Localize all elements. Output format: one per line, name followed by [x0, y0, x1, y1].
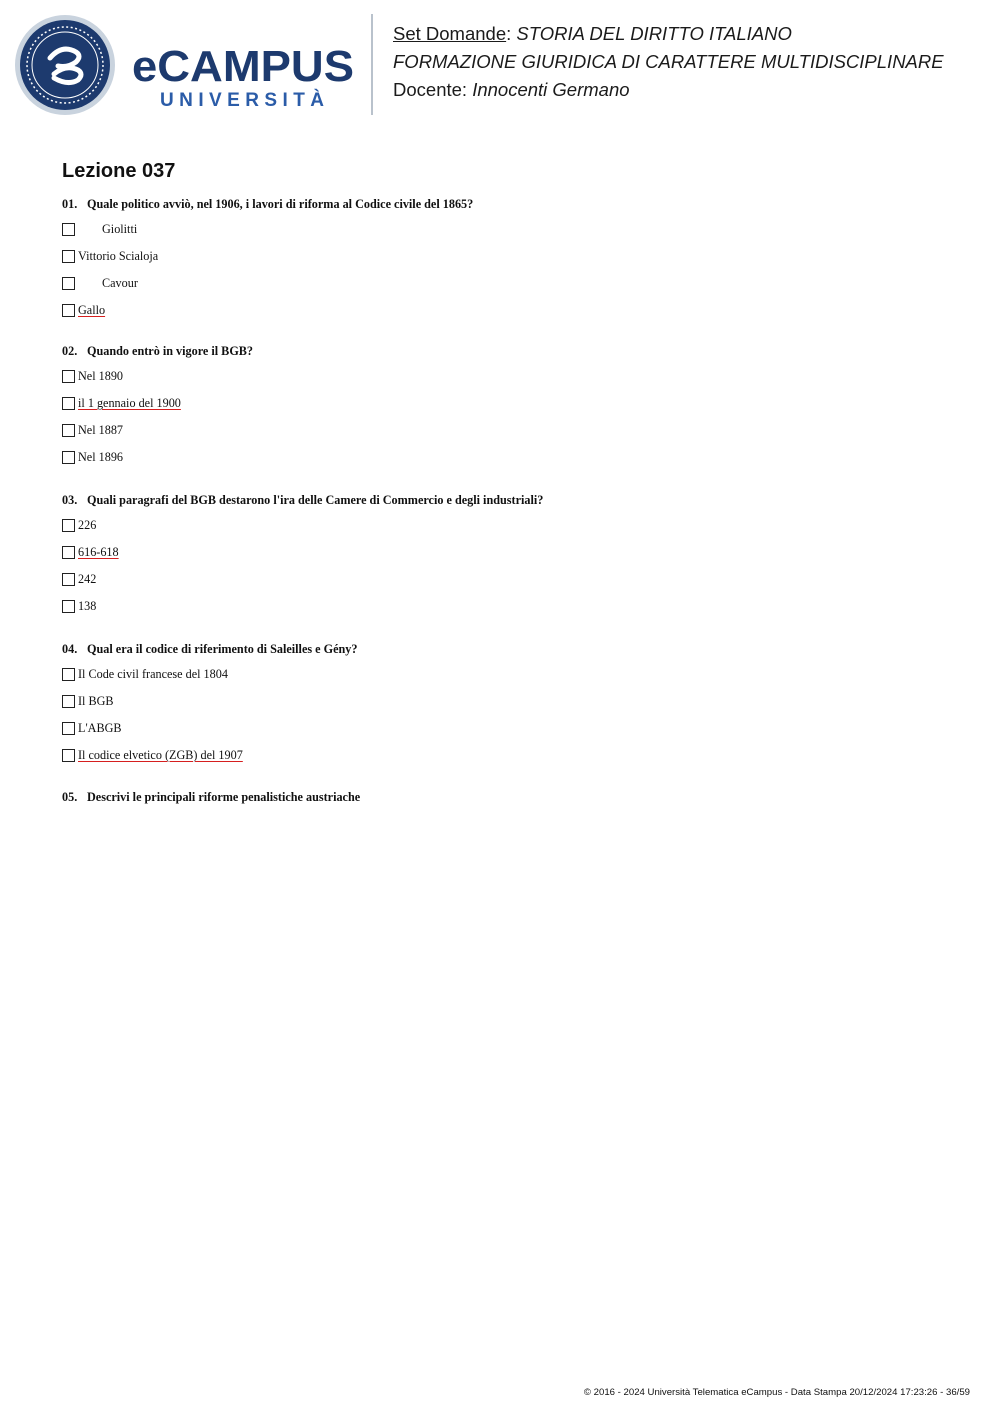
- answer-option[interactable]: [62, 599, 962, 626]
- teacher-line: Docente: Innocenti Germano: [393, 79, 630, 100]
- question-text: Quale politico avviò, nel 1906, i lavori di riforma al Codice civile del 1865?: [87, 197, 474, 211]
- question-heading: [62, 344, 962, 359]
- question-number: 03.: [62, 493, 78, 507]
- question-number: 05.: [62, 790, 78, 804]
- answer-checkbox[interactable]: [62, 573, 75, 586]
- question-heading: [62, 197, 962, 212]
- answer-text: Giolitti: [102, 222, 138, 236]
- answer-checkbox[interactable]: [62, 668, 75, 681]
- answer-option[interactable]: [62, 369, 962, 396]
- question-text: Descrivi le principali riforme penalistiche austriache: [87, 790, 361, 804]
- question-number: 04.: [62, 642, 78, 656]
- question-4: [62, 642, 962, 775]
- header-info: [393, 20, 988, 104]
- answer-option[interactable]: [62, 667, 962, 694]
- answer-option[interactable]: [62, 694, 962, 721]
- answer-options: [62, 369, 962, 477]
- answer-text: 138: [78, 599, 97, 613]
- ecampus-logo: [14, 14, 359, 116]
- page-footer: © 2016 - 2024 Università Telematica eCampus - Data Stampa 20/12/2024 17:23:26 - 36/59: [583, 1387, 970, 1398]
- answer-options: [62, 667, 962, 775]
- answer-checkbox[interactable]: [62, 304, 75, 317]
- answer-text-correct: 616-618: [78, 545, 119, 559]
- answer-text: Cavour: [102, 276, 138, 290]
- set-title: STORIA DEL DIRITTO ITALIANO: [516, 23, 792, 44]
- logo-subtitle: UNIVERSITÀ: [160, 90, 324, 111]
- answer-text: Il BGB: [78, 694, 114, 708]
- answer-option[interactable]: [62, 518, 962, 545]
- question-number: 02.: [62, 344, 78, 358]
- set-label: Set Domande: [393, 23, 507, 44]
- set-line: Set Domande: STORIA DEL DIRITTO ITALIANO: [393, 23, 792, 44]
- question-1: [62, 197, 962, 330]
- answer-text: 226: [78, 518, 97, 532]
- answer-text-correct: Il codice elvetico (ZGB) del 1907: [78, 748, 243, 762]
- answer-checkbox[interactable]: [62, 277, 75, 290]
- answer-text: Nel 1896: [78, 450, 124, 464]
- answer-option[interactable]: [62, 572, 962, 599]
- answer-option[interactable]: [62, 276, 962, 303]
- answer-checkbox[interactable]: [62, 451, 75, 464]
- question-number: 01.: [62, 197, 78, 211]
- question-text: Qual era il codice di riferimento di Saleilles e Gény?: [87, 642, 358, 656]
- answer-option[interactable]: [62, 423, 962, 450]
- answer-checkbox[interactable]: [62, 749, 75, 762]
- answer-checkbox[interactable]: [62, 546, 75, 559]
- answer-text-correct: il 1 gennaio del 1900: [78, 396, 181, 410]
- logo-wordmark: eCAMPUS: [132, 42, 354, 91]
- answer-checkbox[interactable]: [62, 600, 75, 613]
- question-5: [62, 790, 962, 805]
- answer-option[interactable]: [62, 721, 962, 748]
- header-divider: [371, 14, 373, 115]
- answer-text: Nel 1887: [78, 423, 124, 437]
- answer-options: [62, 518, 962, 626]
- answer-checkbox[interactable]: [62, 519, 75, 532]
- question-text: Quali paragrafi del BGB destarono l'ira delle Camere di Commercio e degli industriali?: [87, 493, 544, 507]
- answer-option[interactable]: [62, 396, 962, 423]
- question-heading: [62, 642, 962, 657]
- answer-option[interactable]: [62, 545, 962, 572]
- page-header: [0, 0, 1000, 130]
- answer-text: 242: [78, 572, 97, 586]
- answer-option[interactable]: [62, 249, 962, 276]
- answer-text: Il Code civil francese del 1804: [78, 667, 228, 681]
- answer-checkbox[interactable]: [62, 695, 75, 708]
- answer-checkbox[interactable]: [62, 722, 75, 735]
- answer-text: Vittorio Scialoja: [78, 249, 159, 263]
- answer-text: L'ABGB: [78, 721, 122, 735]
- teacher-name: Innocenti Germano: [472, 79, 630, 100]
- answer-option[interactable]: [62, 450, 962, 477]
- answer-options: [62, 222, 962, 330]
- lesson-title: Lezione 037: [62, 160, 176, 182]
- answer-option[interactable]: [62, 222, 962, 249]
- question-text: Quando entrò in vigore il BGB?: [87, 344, 254, 358]
- question-heading: [62, 790, 962, 805]
- course-name: FORMAZIONE GIURIDICA DI CARATTERE MULTIDISCIPLINARE: [393, 51, 944, 72]
- question-3: [62, 493, 962, 626]
- answer-checkbox[interactable]: [62, 250, 75, 263]
- answer-checkbox[interactable]: [62, 397, 75, 410]
- teacher-label: Docente: [393, 79, 462, 100]
- answer-option[interactable]: [62, 748, 962, 775]
- answer-text: Nel 1890: [78, 369, 124, 383]
- question-2: [62, 344, 962, 477]
- answer-checkbox[interactable]: [62, 370, 75, 383]
- question-heading: [62, 493, 962, 508]
- answer-text-correct: Gallo: [78, 303, 106, 317]
- answer-checkbox[interactable]: [62, 223, 75, 236]
- answer-option[interactable]: [62, 303, 962, 330]
- answer-checkbox[interactable]: [62, 424, 75, 437]
